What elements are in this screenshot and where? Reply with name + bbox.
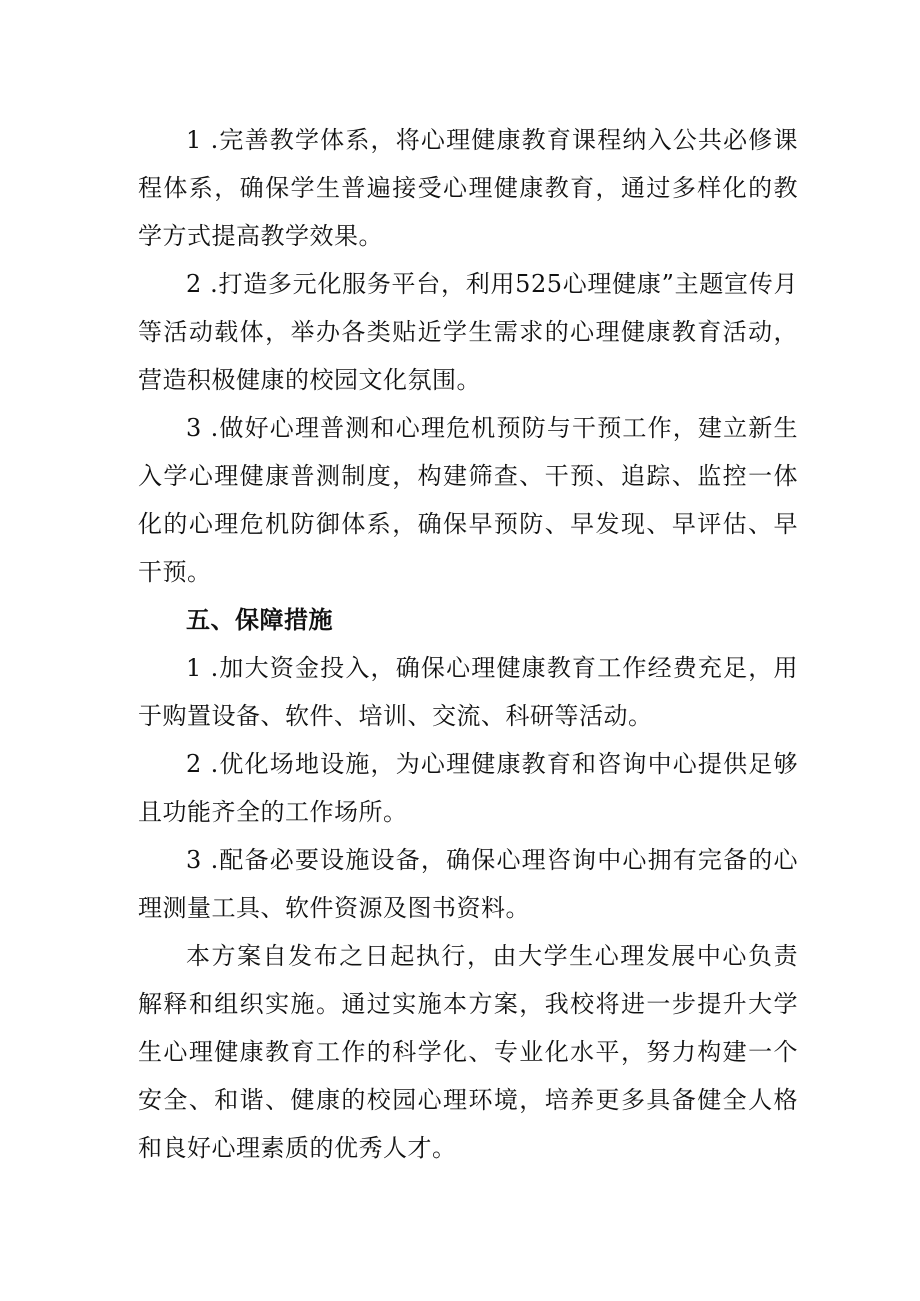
- document-body: [138, 116, 798, 1172]
- paragraph-crisis-prevention: 3 .做好心理普测和心理危机预防与干预工作，建立新生入学心理健康普测制度，构建筛查、干预、追踪、监控一体化的心理危机防御体系，确保早预防、早发现、早评估、早干预。: [138, 414, 798, 586]
- paragraph-equipment: 3 .配备必要设施设备，确保心理咨询中心拥有完备的心理测量工具、软件资源及图书资料。: [138, 846, 798, 922]
- section-heading-safeguards: 五、保障措施: [186, 606, 333, 634]
- paragraph-funding: 1 .加大资金投入，确保心理健康教育工作经费充足，用于购置设备、软件、培训、交流、科研等活动。: [138, 654, 798, 730]
- paragraph-service-platform: 2 .打造多元化服务平台，利用525心理健康”主题宣传月等活动载体，举办各类贴近学生需求的心理健康教育活动，营造积极健康的校园文化氛围。: [138, 270, 798, 394]
- paragraph-closing: 本方案自发布之日起执行，由大学生心理发展中心负责解释和组织实施。通过实施本方案，我校将进一步提升大学生心理健康教育工作的科学化、专业化水平，努力构建一个安全、和谐、健康的校园心理环境，培养更多具备健全人格和良好心理素质的优秀人才。: [138, 942, 798, 1162]
- paragraph-teaching-system: 1 .完善教学体系，将心理健康教育课程纳入公共必修课程体系，确保学生普遍接受心理健康教育，通过多样化的教学方式提高教学效果。: [138, 126, 798, 250]
- paragraph-facilities: 2 .优化场地设施，为心理健康教育和咨询中心提供足够且功能齐全的工作场所。: [138, 750, 798, 826]
